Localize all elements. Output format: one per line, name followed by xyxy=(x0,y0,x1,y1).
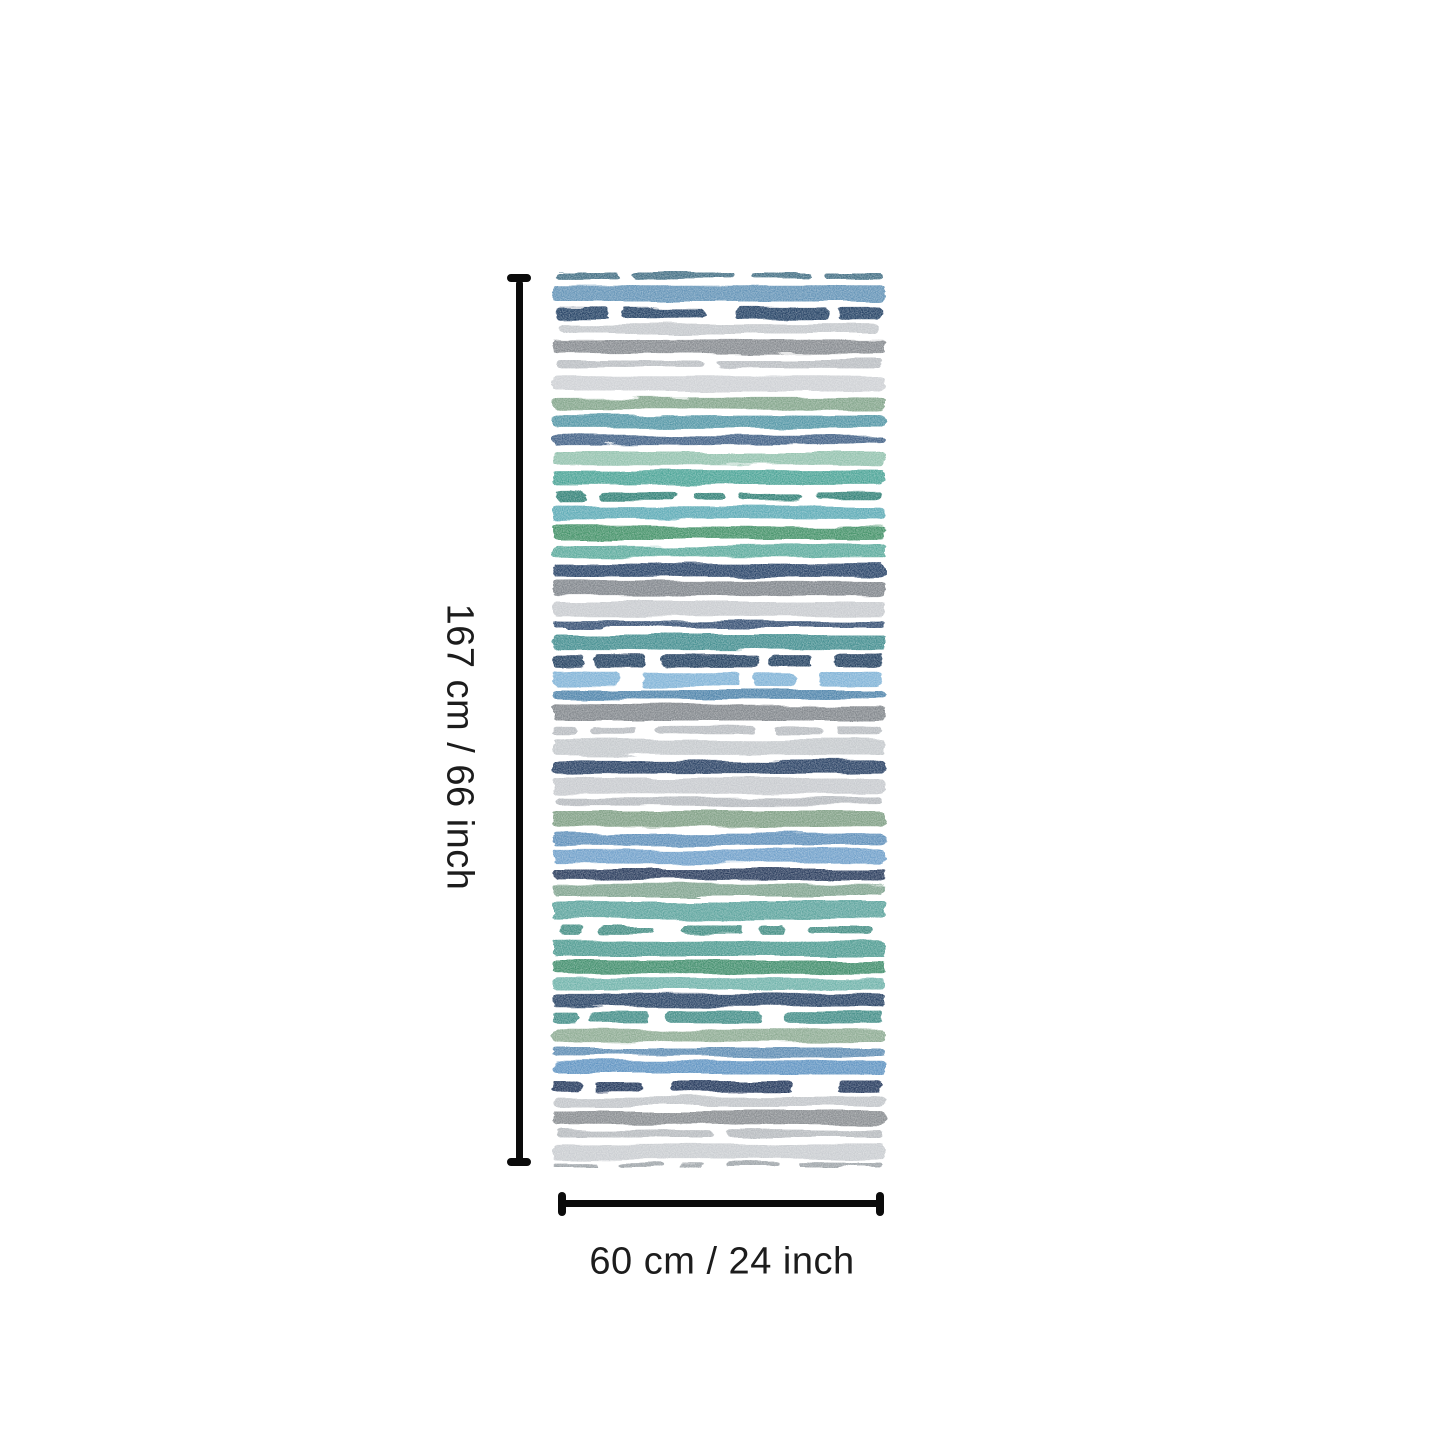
stripe-rect xyxy=(553,526,885,540)
stripe-group xyxy=(553,273,885,1167)
stripe-rect xyxy=(692,492,725,500)
stripe-rect xyxy=(553,868,885,880)
height-dimension-line xyxy=(516,280,523,1162)
stripe-rect xyxy=(726,1163,779,1167)
stripe-rect xyxy=(656,726,756,734)
stripe-rect xyxy=(553,1061,885,1075)
height-dimension-cap-top xyxy=(507,274,531,282)
stripe-rect xyxy=(553,834,885,846)
stripe-rect xyxy=(839,307,882,319)
stripe-rect xyxy=(679,1163,702,1167)
stripe-rect xyxy=(553,811,885,827)
stripe-rect xyxy=(553,452,885,465)
stripe-rect xyxy=(590,726,637,734)
stripe-rect xyxy=(815,492,881,500)
stripe-rect xyxy=(553,416,885,429)
stripe-rect xyxy=(839,1080,882,1092)
stripe-rect xyxy=(553,655,583,668)
stripe-rect xyxy=(556,797,881,805)
stripe-rect xyxy=(663,655,759,668)
stripe-rect xyxy=(560,324,879,334)
stripe-rect xyxy=(553,545,885,557)
stripe-rect xyxy=(726,1130,882,1138)
stripe-rect xyxy=(553,690,885,699)
stripe-rect xyxy=(596,1080,643,1092)
height-dimension-cap-bottom xyxy=(507,1158,531,1166)
stripe-rect xyxy=(633,273,736,279)
stripe-rect xyxy=(666,1012,762,1024)
stripe-rect xyxy=(752,672,795,686)
stripe-rect xyxy=(556,1130,712,1138)
stripe-rect xyxy=(553,960,885,973)
stripe-rect xyxy=(835,726,882,734)
stripe-rect xyxy=(553,286,885,302)
stripe-rect xyxy=(553,340,885,354)
stripe-rect xyxy=(553,1143,885,1159)
stripe-rect xyxy=(553,941,885,956)
stripe-rect xyxy=(553,994,885,1007)
stripe-rect xyxy=(556,361,702,369)
stripe-rect xyxy=(825,273,881,279)
stripe-rect xyxy=(553,726,576,734)
stripe-rect xyxy=(553,398,885,410)
stripe-rect xyxy=(553,885,885,897)
stripe-rect xyxy=(600,926,656,934)
stripe-rect xyxy=(553,1012,580,1024)
stripe-rect xyxy=(736,307,829,319)
height-dimension-label: 167 cm / 66 inch xyxy=(438,603,481,891)
stripe-rect xyxy=(785,1012,881,1024)
stripe-rect xyxy=(553,581,885,596)
stripe-rect xyxy=(643,672,739,686)
stripe-rect xyxy=(553,435,885,444)
stripe-rect xyxy=(600,492,676,500)
stripe-rect xyxy=(819,672,882,686)
stripe-rect xyxy=(553,901,885,919)
stripe-rect xyxy=(553,705,885,721)
width-dimension-cap-right xyxy=(876,1192,884,1216)
width-dimension-label: 60 cm / 24 inch xyxy=(589,1240,855,1283)
stripe-rect xyxy=(619,1163,662,1167)
stripe-rect xyxy=(553,1163,600,1167)
width-dimension-line xyxy=(561,1200,881,1207)
stripe-rect xyxy=(560,926,583,934)
stripe-rect xyxy=(716,361,882,369)
stripe-rect xyxy=(809,926,872,934)
stripe-rect xyxy=(759,926,786,934)
stripe-rect xyxy=(553,761,885,774)
stripe-rect xyxy=(553,634,885,650)
stripe-rect xyxy=(553,672,619,686)
stripe-rect xyxy=(553,564,885,577)
stripe-rect xyxy=(769,655,812,668)
stripe-rect xyxy=(835,655,882,668)
striped-panel-image xyxy=(553,273,885,1167)
stripe-rect xyxy=(553,978,885,990)
stripe-rect xyxy=(553,375,885,391)
stripe-rect xyxy=(553,506,885,520)
stripe-rect xyxy=(553,1111,885,1125)
stripe-rect xyxy=(683,926,743,934)
stripe-rect xyxy=(775,726,822,734)
stripe-rect xyxy=(553,601,885,616)
stripe-rect xyxy=(553,1048,885,1056)
stripe-rect xyxy=(553,1097,885,1106)
panel-svg xyxy=(553,273,885,1167)
stripe-rect xyxy=(593,655,646,668)
stripe-rect xyxy=(752,273,812,279)
stripe-rect xyxy=(739,492,802,500)
stripe-rect xyxy=(799,1163,882,1167)
width-dimension-cap-left xyxy=(558,1192,566,1216)
stripe-rect xyxy=(623,307,706,319)
stripe-rect xyxy=(553,849,885,863)
stripe-rect xyxy=(556,492,586,500)
stripe-rect xyxy=(553,779,885,794)
stripe-rect xyxy=(553,621,885,628)
stripe-rect xyxy=(553,1080,583,1092)
stripe-rect xyxy=(590,1012,650,1024)
stripe-rect xyxy=(553,739,885,755)
stripe-rect xyxy=(553,471,885,486)
stripe-rect xyxy=(553,1029,885,1042)
stripe-rect xyxy=(556,273,619,279)
stripe-rect xyxy=(673,1080,793,1092)
stripe-rect xyxy=(556,307,609,319)
